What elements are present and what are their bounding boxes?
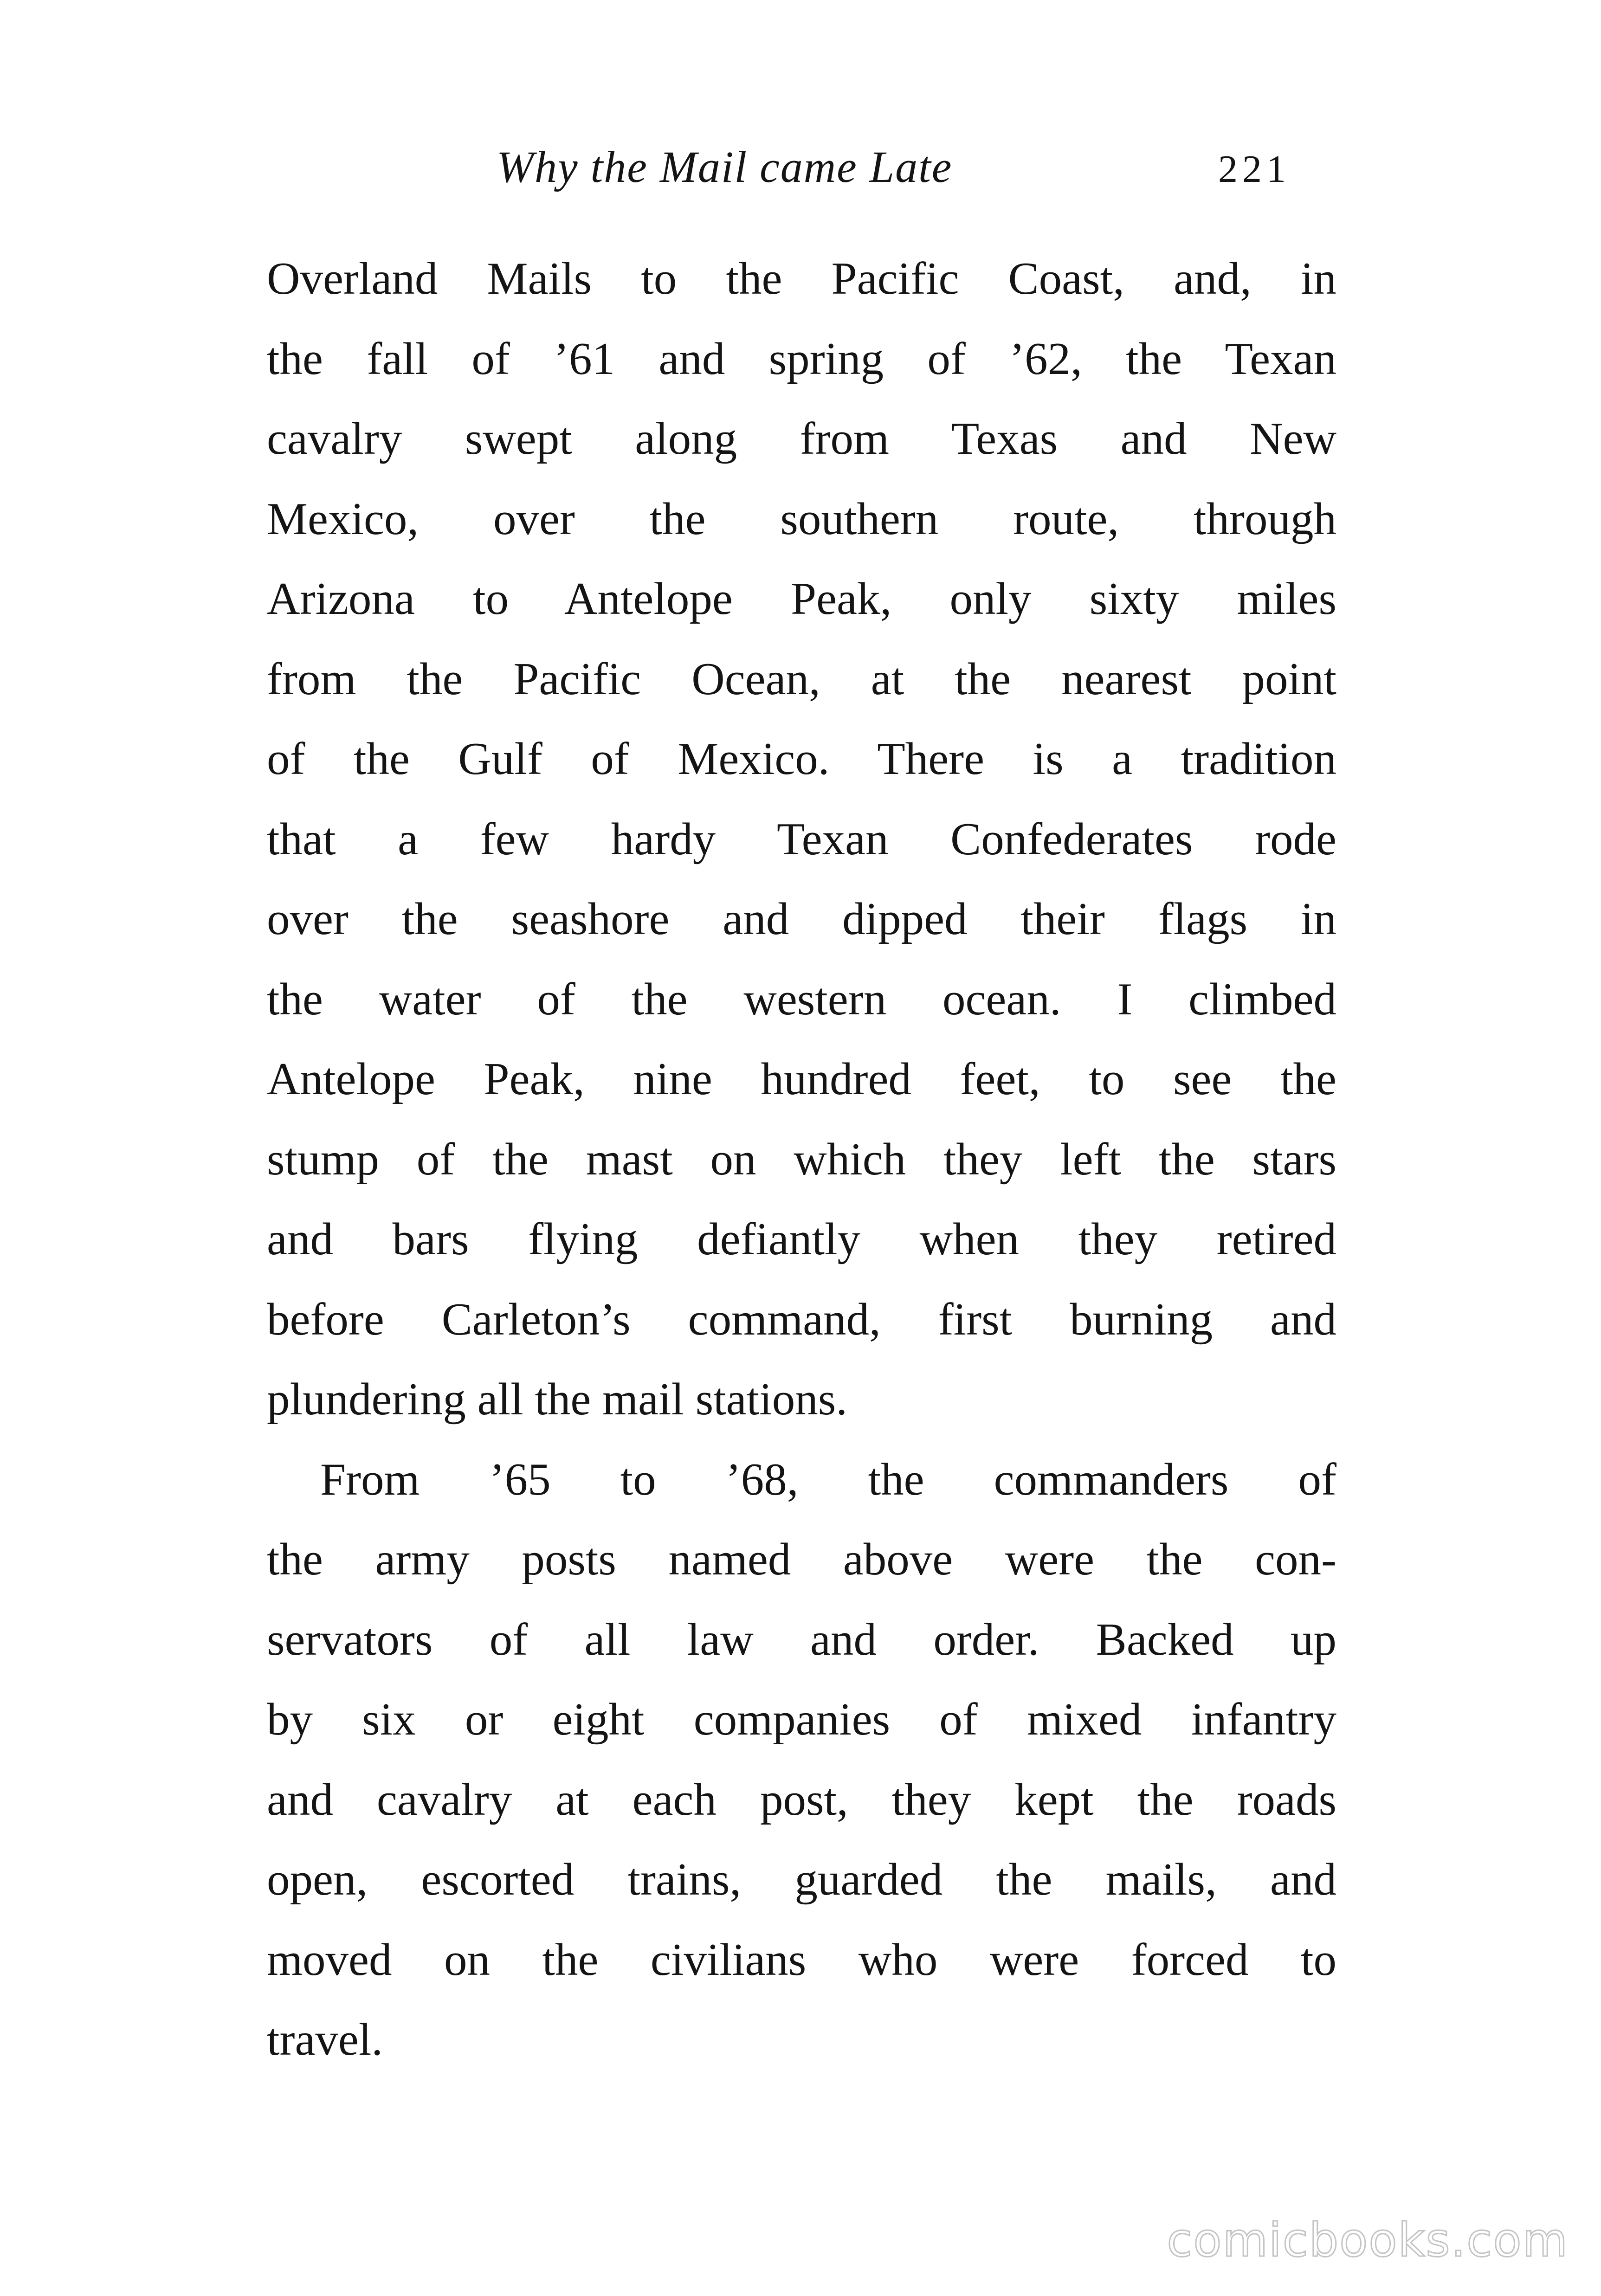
text-line: over the seashore and dipped their flags in xyxy=(267,894,1336,944)
text-line: moved on the civilians who were forced to xyxy=(267,1934,1336,1985)
text-line: open, escorted trains, guarded the mails, and xyxy=(267,1854,1336,1905)
page-number: 221 xyxy=(1218,148,1291,191)
text-line: the army posts named above were the con- xyxy=(267,1534,1336,1585)
text-line: from the Pacific Ocean, at the nearest point xyxy=(267,653,1336,704)
text-line: Mexico, over the southern route, through xyxy=(267,493,1336,544)
text-line: servators of all law and order. Backed up xyxy=(267,1614,1336,1665)
paragraph xyxy=(267,239,1336,1440)
text-line: Antelope Peak, nine hundred feet, to see the xyxy=(267,1054,1336,1104)
text-line: the fall of ’61 and spring of ’62, the Texan xyxy=(267,333,1336,384)
text-line: stump of the mast on which they left the stars xyxy=(267,1134,1336,1185)
text-line: Arizona to Antelope Peak, only sixty miles xyxy=(267,574,1336,624)
text-line: that a few hardy Texan Confederates rode xyxy=(267,813,1336,864)
text-line: plundering all the mail stations. xyxy=(267,1374,848,1425)
watermark: comicbooks.com xyxy=(1167,2213,1569,2267)
text-line: travel. xyxy=(267,2014,383,2065)
body-text xyxy=(267,239,1336,2080)
text-line: Overland Mails to the Pacific Coast, and, in xyxy=(267,253,1336,304)
text-line: and cavalry at each post, they kept the roads xyxy=(267,1774,1336,1825)
text-line: of the Gulf of Mexico. There is a tradition xyxy=(267,734,1336,784)
running-title: Why the Mail came Late xyxy=(497,142,953,192)
text-line: and bars flying defiantly when they retired xyxy=(267,1214,1336,1264)
text-line: From ’65 to ’68, the commanders of xyxy=(320,1454,1336,1505)
text-line: before Carleton’s command, first burning and xyxy=(267,1294,1336,1345)
text-line: the water of the western ocean. I climbed xyxy=(267,974,1336,1025)
text-line: by six or eight companies of mixed infantry xyxy=(267,1694,1336,1745)
text-line: cavalry swept along from Texas and New xyxy=(267,413,1336,464)
paragraph xyxy=(267,1440,1336,2080)
